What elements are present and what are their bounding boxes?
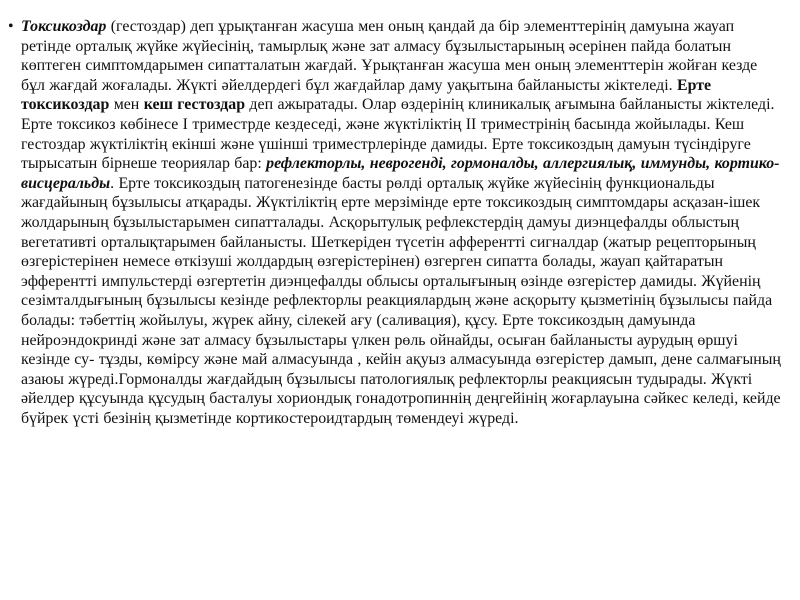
body-paragraph <box>8 17 783 428</box>
text-run: мен <box>109 96 144 114</box>
text-run: . Ерте токсикоздың патогенезінде басты рөлді орталық жүйке жүйесінің функциональды жағдайының бұзылысы атқарады. Жүктіліктің ерте мерзімінде ерте токсикоздың симптомдары асқазан-ішек жолдарының бұзылыстарымен сипатталады. Асқорытулық рефлекстердің дамуы диэнцефалды облыстың вегетативті орталықтарымен байланысты. Шеткеріден түсетін афферентті сигналдар (жатыр рецепторының өзгерістерінен немесе өткізуші жолдардың өзгерістерінен) өзгерген сипатта болады, жауап қайтаратын эфферентті импульстерді өзгертетін диэнцефалды облысы орталығының өзінде өзгерістер дамиды. Жүйенің сезімталдығының бұзылысы кезінде рефлекторлы реакциялардың және асқорыту қызметінің бұзылысы пайда болады: тәбеттің жойылуы, жүрек айну, сілекей ағу (саливация), құсу. Ерте токсикоздың дамуында нейроэндокринді және зат алмасу бұзылыстары үлкен рөль ойнайды, осыған байланысты аурудың өршуі кезінде су- тұзды, көмірсу және май алмасуында , кейін ақуыз алмасуында өзгерістер дамып, дене салмағының азаюы жүреді.Гормоналды жағдайдың бұзылысы патологиялық рефлекторлы реакциясын тудырады. Жүкті әйелдер құсуында құсудың басталуы хориондық гонадотропиннің деңгейінің жоғарлауына сәйкес келеді, кейде бүйрек үсті безінің қызметінде кортикостероидтардың төмендеуі жүреді. <box>21 174 781 427</box>
term-late-gestosis: кеш гестоздар <box>143 96 246 114</box>
text-run: деп ажыратады. Олар өздерінің клиникалық ағымына байланысты жіктеледі. Ерте токсикоз көбінесе I триместрде кездеседі, және жүктіліктің II триместрінің басында жойылады. Кеш гестоздар жүктіліктің екінші және үшінші триместрлерінде дамиды. Ерте токсикоздың дамуын түсіндіруге тырысатын бірнеше теориялар бар: <box>21 96 775 173</box>
theories-list: рефлекторлы, неврогенді, гормоналды, аллергиялық, иммунды, кортико-висцеральды <box>21 155 780 192</box>
bullet-marker: • <box>8 18 14 35</box>
text-run: (гестоздар) деп ұрықтанған жасуша мен оның қандай да бір элементтерінің дамуына жауап ретінде орталық жүйке жүйесінің, тамырлық және зат алмасу бұзылыстарының әсерінен пайда болатын көптеген симптомдарымен сипатталатын жағдай. Ұрықтанған жасуша мен оның элементтерін жойған кезде бұл жағдай жоғалады. Жүкті әйелдердегі бұл жағдайлар даму уақытына байланысты жіктеледі. <box>21 18 758 94</box>
term-early-toxicosis: Ерте токсикоздар <box>21 76 712 114</box>
term-toxicosis: Токсикоздар <box>21 18 107 35</box>
